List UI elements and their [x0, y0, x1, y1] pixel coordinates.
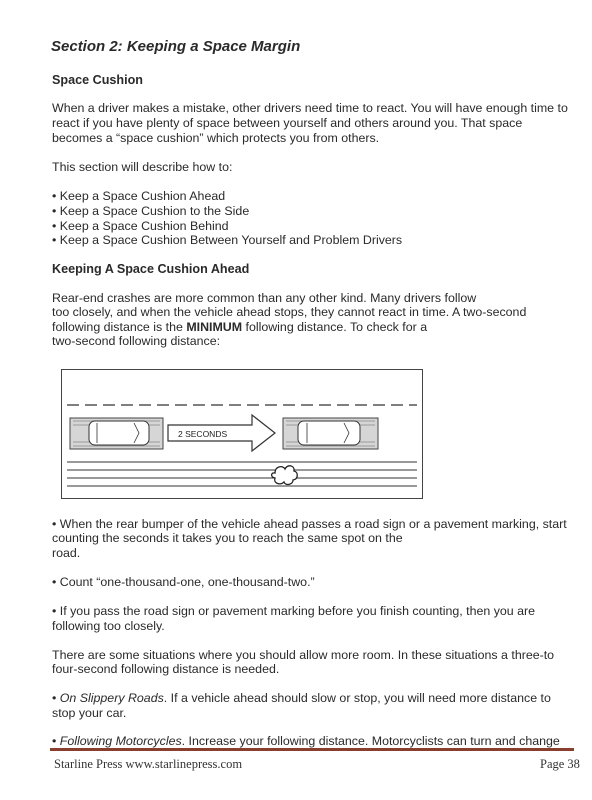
para-text: following distance is the: [52, 320, 187, 334]
para-line: becomes a “space cushion” which protects you from others.: [52, 131, 380, 145]
bullet-marker: •: [52, 691, 60, 705]
para-line: There are some situations where you should allow more room. In these situations a three-to: [52, 648, 555, 662]
heading-space-cushion-ahead: Keeping A Space Cushion Ahead: [52, 262, 250, 276]
heading-space-cushion: Space Cushion: [52, 73, 143, 87]
bullet-line: • When the rear bumper of the vehicle ahead passes a road sign or a pavement marking, start: [52, 517, 567, 531]
following-car-icon: [70, 418, 163, 449]
bullet-line: [52, 691, 551, 707]
bullet-line: • If you pass the road sign or pavement marking before you finish counting, then you are: [52, 604, 536, 618]
para-line: four-second following distance is needed.: [52, 662, 280, 676]
para-line: two-second following distance:: [52, 334, 221, 348]
intro-text: This section will describe how to:: [52, 160, 233, 174]
bullet-marker: •: [52, 734, 60, 748]
page-number: Page 38: [540, 757, 580, 771]
emphasis-minimum: MINIMUM: [186, 320, 243, 334]
footer-rule: [50, 748, 574, 751]
bullet-line: following too closely.: [52, 619, 165, 633]
bullet-line: road.: [52, 546, 81, 560]
footer-publisher: Starline Press www.starlinepress.com: [54, 757, 243, 771]
para-line: Rear-end crashes are more common than any other kind. Many drivers follow: [52, 291, 477, 305]
para-text: following distance. To check for a: [242, 320, 428, 334]
following-distance-diagram: [61, 369, 423, 499]
section-title: Section 2: Keeping a Space Margin: [51, 38, 301, 55]
lead-car-icon: [283, 418, 378, 449]
term-following-motorcycles: Following Motorcycles: [59, 734, 182, 748]
bullet-text: . If a vehicle ahead should slow or stop, you will need more distance to: [163, 691, 551, 705]
term-slippery-roads: On Slippery Roads: [59, 691, 164, 705]
para-line: too closely, and when the vehicle ahead stops, they cannot react in time. A two-second: [52, 305, 527, 319]
diagram-label: 2 SECONDS: [178, 429, 228, 439]
para-line: react if you have plenty of space between yourself and others around you. That space: [52, 116, 523, 130]
bullet-item: • Keep a Space Cushion Ahead: [52, 189, 226, 203]
para-line: When a driver makes a mistake, other drivers need time to react. You will have enough time to: [52, 101, 568, 115]
bullet-item: • Keep a Space Cushion to the Side: [52, 204, 250, 218]
bullet-line: counting the seconds it takes you to reach the same spot on the: [52, 531, 403, 545]
bullet-text: . Increase your following distance. Motorcyclists can turn and change: [181, 734, 560, 748]
bullet-item: • Keep a Space Cushion Between Yourself and Problem Drivers: [52, 233, 403, 247]
bullet-item: • Count “one-thousand-one, one-thousand-two.”: [52, 575, 315, 589]
bullet-item: • Keep a Space Cushion Behind: [52, 219, 229, 233]
bullet-line: stop your car.: [52, 706, 127, 720]
